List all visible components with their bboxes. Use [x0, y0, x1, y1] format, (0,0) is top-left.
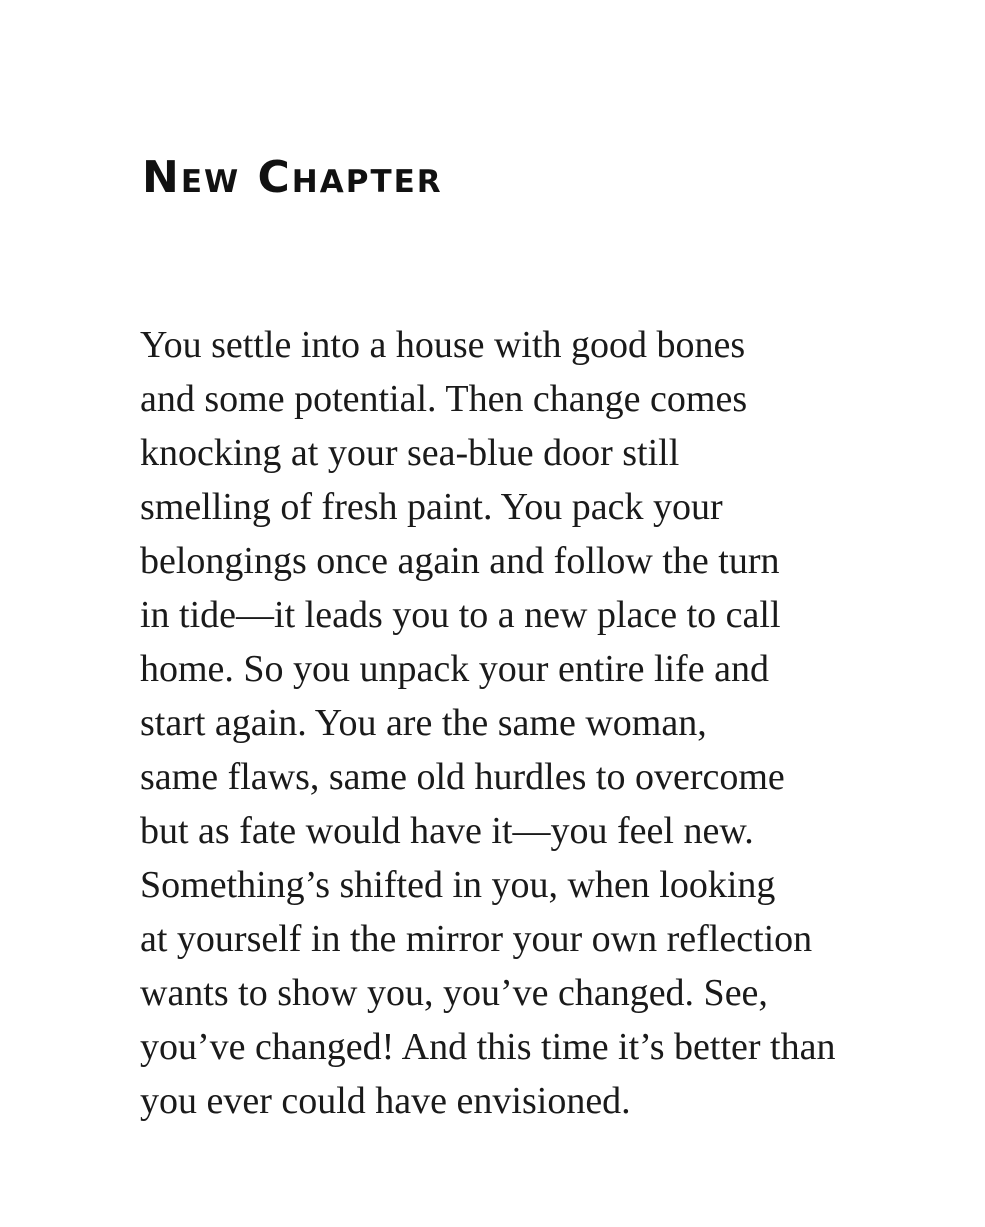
body-line: You settle into a house with good bones [140, 324, 746, 366]
body-line: you’ve changed! And this time it’s better than [140, 1026, 836, 1068]
body-line: you ever could have envisioned. [140, 1080, 631, 1122]
body-line: belongings once again and follow the turn [140, 540, 780, 582]
body-line: but as fate would have it—you feel new. [140, 810, 754, 852]
body-line: wants to show you, you’ve changed. See, [140, 972, 768, 1014]
chapter-title: New Chapter [142, 152, 443, 203]
body-line: smelling of fresh paint. You pack your [140, 486, 723, 528]
body-line: in tide—it leads you to a new place to call [140, 594, 781, 636]
body-line: and some potential. Then change comes [140, 378, 748, 420]
body-line: start again. You are the same woman, [140, 702, 707, 744]
body-line: home. So you unpack your entire life and [140, 648, 769, 690]
chapter-body [140, 318, 960, 1128]
body-line: Something’s shifted in you, when looking [140, 864, 776, 906]
body-line: at yourself in the mirror your own reflection [140, 918, 813, 960]
body-line: knocking at your sea-blue door still [140, 432, 680, 474]
body-line: same flaws, same old hurdles to overcome [140, 756, 785, 798]
